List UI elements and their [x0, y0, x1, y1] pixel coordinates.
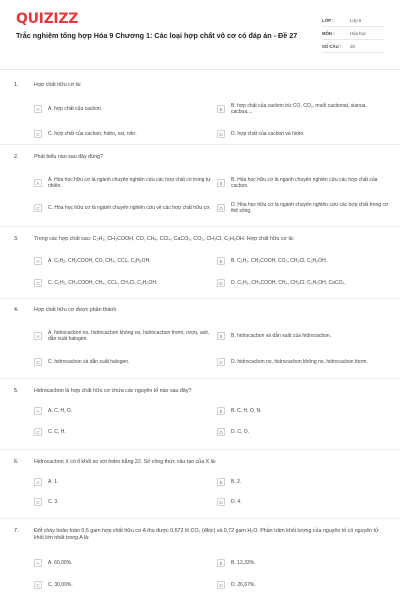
option-c[interactable]	[34, 495, 212, 509]
option-letter-badge: D	[217, 498, 225, 506]
option-a[interactable]	[34, 102, 204, 116]
option-letter-badge: A	[34, 407, 42, 415]
option-a[interactable]	[34, 254, 212, 268]
option-text: D. C₂H₂, CH₃COOH, CH₄, CH₃Cl, C₂H₅OH, CaCO₃.	[231, 279, 346, 286]
question-divider	[0, 298, 400, 299]
option-letter-badge: A	[34, 478, 42, 486]
option-d[interactable]	[217, 127, 387, 141]
option-letter-badge: A	[34, 332, 42, 340]
option-letter-badge: B	[217, 257, 225, 265]
option-c[interactable]	[34, 425, 212, 439]
option-c[interactable]	[34, 578, 212, 592]
question-divider	[0, 378, 400, 379]
meta-subject-label: MÔN :	[322, 30, 335, 36]
option-c[interactable]	[34, 199, 212, 217]
option-text: C. 3.	[48, 498, 59, 505]
option-d[interactable]	[217, 276, 395, 290]
option-text: D. 26,67%.	[231, 581, 256, 588]
option-a[interactable]	[34, 327, 212, 345]
option-text: D. hidrocacbon no, hidrocacbon không no, hidrocacbon thơm.	[231, 358, 368, 365]
option-text: C. C₂H₂, CH₃COOH, CH₄, CCl₄, CH₃Cl, C₂H₅OH.	[48, 279, 158, 286]
question-text: Đốt cháy hoàn toàn 0,6 gam hợp chất hữu cơ A thu được 0,672 lít CO₂ (đktc) và 0,72 gam H₂O. Phần trăm khối lượng của nguyên tố có nguyên tử khối lớn nhất trong A là:	[34, 528, 379, 542]
option-letter-badge: D	[217, 130, 225, 138]
option-b[interactable]	[217, 475, 392, 489]
option-letter-badge: C	[34, 279, 42, 287]
option-letter-badge: B	[217, 407, 225, 415]
question-divider	[0, 144, 400, 145]
option-text: A. hidrocacbon no, hidrocacbon không no, hidrocacbon thơm, rượu, axit, dẫn xuất halogen.	[48, 329, 210, 342]
option-letter-badge: A	[34, 257, 42, 265]
option-text: C. C, H.	[48, 428, 66, 435]
option-text: A. C, H, O.	[48, 407, 73, 414]
option-text: B. hidrocacbon và dẫn xuất của hidrocacbon.	[231, 332, 332, 339]
option-letter-badge: B	[217, 332, 225, 340]
option-d[interactable]	[217, 425, 392, 439]
option-letter-badge: B	[217, 179, 225, 187]
option-d[interactable]	[217, 495, 392, 509]
option-text: B. Hóa học hữu cơ là ngành chuyên nghiên cứu các hợp chất của cacbon.	[231, 176, 378, 189]
question-number: 7.	[14, 528, 19, 534]
worksheet-meta	[322, 14, 384, 53]
question-number: 5.	[14, 388, 19, 394]
option-c[interactable]	[34, 127, 204, 141]
option-letter-badge: C	[34, 498, 42, 506]
question-text: Hidrocacbon X có tỉ khối so với hidro bằng 22. Số công thức cấu tạo của X là:	[34, 459, 217, 465]
option-b[interactable]	[217, 329, 392, 343]
option-text: B. C, H, O, N.	[231, 407, 262, 414]
quizizz-logo[interactable]: QUIZIZZ	[16, 11, 79, 27]
meta-count-label: SỐ CÂU :	[322, 43, 342, 49]
option-b[interactable]	[217, 174, 392, 192]
question-number: 3.	[14, 236, 19, 242]
option-text: A. Hóa học hữu cơ là ngành chuyên nghiên cứu các hợp chất có trong tự nhiên.	[48, 176, 211, 189]
option-letter-badge: D	[217, 581, 225, 589]
option-c[interactable]	[34, 355, 212, 369]
option-letter-badge: C	[34, 204, 42, 212]
option-text: B. hợp chất của cacbon trừ CO, CO₂, muối cacbonat, xianua, cacbua,...	[231, 102, 367, 115]
option-d[interactable]	[217, 353, 392, 371]
question-number: 2.	[14, 154, 19, 160]
option-text: B. 2.	[231, 478, 242, 485]
option-text: A. 1.	[48, 478, 59, 485]
option-c[interactable]	[34, 276, 212, 290]
meta-subject-value: Hóa học	[350, 30, 367, 36]
option-text: C. 30,00%.	[48, 581, 73, 588]
question-text: Hidrocacbon là hợp chất hữu cơ chứa các nguyên tố nào sau đây?	[34, 388, 192, 394]
option-a[interactable]	[34, 475, 212, 489]
option-letter-badge: D	[217, 358, 225, 366]
option-text: C. Hóa học hữu cơ là ngành chuyên nghiên cứu về các hợp chất hữu cơ.	[48, 204, 211, 211]
question-divider	[0, 449, 400, 450]
option-letter-badge: B	[217, 105, 225, 113]
option-d[interactable]	[217, 199, 392, 217]
question-divider	[0, 226, 400, 227]
meta-subject-row	[322, 27, 384, 40]
option-text: A. 60,00%.	[48, 559, 73, 566]
option-letter-badge: C	[34, 358, 42, 366]
option-b[interactable]	[217, 100, 387, 118]
question-number: 4.	[14, 307, 19, 313]
option-letter-badge: A	[34, 105, 42, 113]
option-a[interactable]	[34, 404, 212, 418]
option-letter-badge: C	[34, 130, 42, 138]
option-text: C. hidrocacbon và dẫn xuất halogen.	[48, 358, 130, 365]
question-text: Phát biểu nào sau đây đúng?	[34, 154, 103, 160]
meta-class-label: LỚP :	[322, 17, 334, 23]
option-a[interactable]	[34, 174, 212, 192]
meta-count-row	[322, 40, 384, 53]
option-text: B. C₂H₂, CH₃COOH, CO₂, CH₃Cl, C₂H₅OH.	[231, 257, 328, 264]
option-text: B. 13,33%.	[231, 559, 256, 566]
question-text: Hợp chất hữu cơ được phân thành	[34, 307, 117, 313]
question-text: Hợp chất hữu cơ là:	[34, 82, 82, 88]
option-text: D. Hóa học hữu cơ là ngành chuyên nghiên cứu các hợp chất trong cơ thể sống.	[231, 201, 389, 214]
option-letter-badge: D	[217, 279, 225, 287]
option-a[interactable]	[34, 556, 212, 570]
option-letter-badge: B	[217, 559, 225, 567]
option-letter-badge: B	[217, 478, 225, 486]
option-b[interactable]	[217, 404, 392, 418]
question-number: 1.	[14, 82, 19, 88]
worksheet-header	[0, 0, 400, 70]
meta-count-value: 28	[350, 43, 355, 49]
option-text: D. hợp chất của cacbon và hidro.	[231, 130, 305, 137]
option-text: D. 4.	[231, 498, 242, 505]
option-letter-badge: D	[217, 428, 225, 436]
option-d[interactable]	[217, 578, 392, 592]
option-text: D. C, O.	[231, 428, 250, 435]
worksheet-title: Trắc nghiệm tổng hợp Hóa 9 Chương 1: Các loại hợp chất vô cơ có đáp án - Đề 27	[16, 31, 298, 40]
meta-class-value: Lớp 9	[350, 17, 362, 23]
option-text: A. C₂H₂, CH₃COOH, CO, CH₄, CCl₄, C₂H₅OH.	[48, 257, 151, 264]
option-letter-badge: A	[34, 179, 42, 187]
option-letter-badge: D	[217, 204, 225, 212]
question-divider	[0, 518, 400, 519]
question-text: Trong các hợp chất sau: C₂H₂, CH₃COOH, CO, CH₄, CCl₄, CaCO₃, CO₂, CH₃Cl, C₂H₅OH. Hợp chất hữu cơ là:	[34, 236, 295, 242]
meta-class-row	[322, 14, 384, 27]
option-letter-badge: A	[34, 559, 42, 567]
option-letter-badge: C	[34, 428, 42, 436]
option-b[interactable]	[217, 556, 392, 570]
option-text: C. hợp chất của cacbon, hidro, oxi, nitơ.	[48, 130, 137, 137]
option-text: A. hợp chất của cacbon.	[48, 105, 103, 112]
question-number: 6.	[14, 459, 19, 465]
option-b[interactable]	[217, 254, 392, 268]
option-letter-badge: C	[34, 581, 42, 589]
